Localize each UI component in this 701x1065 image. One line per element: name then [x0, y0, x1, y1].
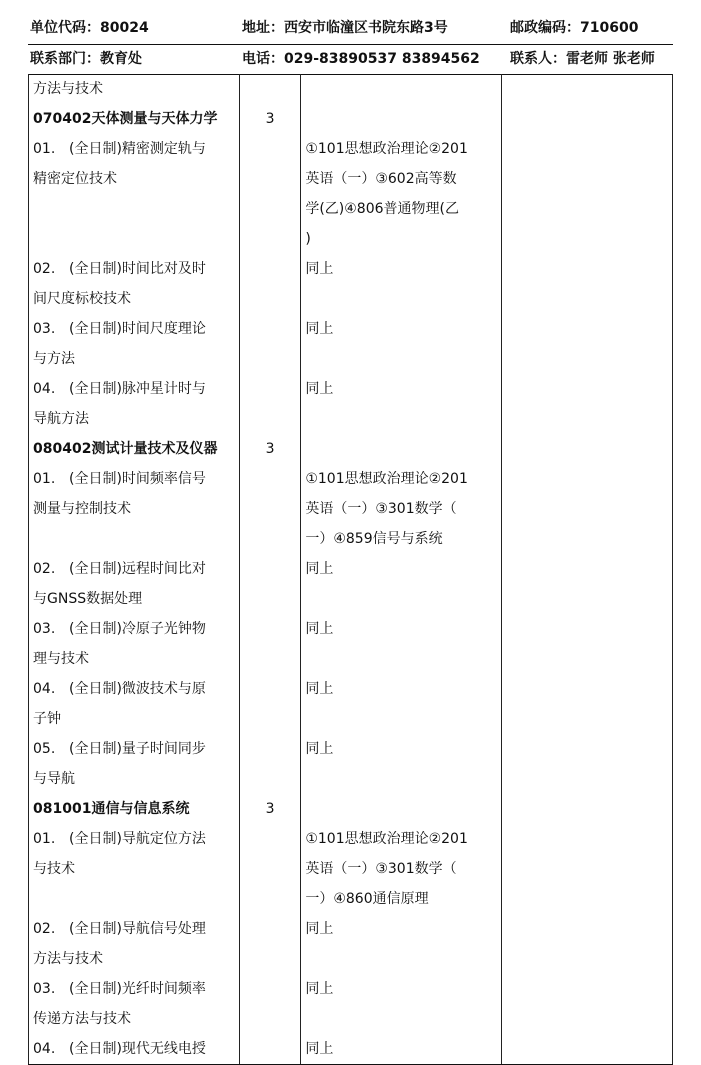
enrollment-count — [239, 224, 300, 254]
exam-subjects: ①101思想政治理论②201 — [301, 134, 502, 164]
remarks-cell — [502, 614, 673, 644]
program-table-body — [29, 74, 673, 1065]
remarks-cell — [502, 884, 673, 914]
table-row — [29, 914, 673, 944]
exam-subjects: 英语（一）③301数学（ — [301, 854, 502, 884]
table-row — [29, 284, 673, 314]
table-row — [29, 584, 673, 614]
enrollment-count — [239, 254, 300, 284]
remarks-cell — [502, 434, 673, 464]
exam-subjects: 同上 — [301, 734, 502, 764]
enrollment-count — [239, 74, 300, 104]
remarks-cell — [502, 1004, 673, 1034]
table-row — [29, 884, 673, 914]
remarks-cell — [502, 194, 673, 224]
enrollment-count — [239, 164, 300, 194]
exam-subjects — [301, 104, 502, 134]
enrollment-count — [239, 764, 300, 794]
direction-name: 导航方法 — [33, 411, 89, 427]
exam-subjects: 同上 — [301, 974, 502, 1004]
exam-subjects: 同上 — [301, 374, 502, 404]
remarks-cell — [502, 824, 673, 854]
program-cell — [29, 374, 240, 404]
direction-name: (全日制)远程时间比对 — [69, 561, 206, 577]
unit-code: 单位代码：80024 — [30, 20, 149, 36]
direction-name: (全日制)时间比对及时 — [69, 261, 206, 277]
major-code-name: 070402天体测量与天体力学 — [33, 111, 218, 127]
enrollment-count — [239, 614, 300, 644]
table-row — [29, 74, 673, 104]
program-cell — [29, 674, 240, 704]
direction-name: (全日制)光纤时间频率 — [69, 981, 206, 997]
program-cell — [29, 554, 240, 584]
contact-department: 联系部门：教育处 — [30, 51, 142, 67]
remarks-cell — [502, 584, 673, 614]
program-cell — [29, 794, 240, 824]
enrollment-count: 3 — [239, 434, 300, 464]
remarks-cell — [502, 314, 673, 344]
enrollment-count — [239, 194, 300, 224]
header-divider — [28, 44, 673, 45]
program-cell — [29, 164, 240, 194]
program-cell — [29, 524, 240, 554]
enrollment-count — [239, 974, 300, 1004]
exam-subjects — [301, 644, 502, 674]
program-cell — [29, 344, 240, 374]
contact-person: 联系人：雷老师 张老师 — [510, 51, 655, 67]
direction-name: 间尺度标校技术 — [33, 291, 131, 307]
enrollment-count — [239, 704, 300, 734]
direction-name: (全日制)导航定位方法 — [69, 831, 206, 847]
enrollment-count — [239, 884, 300, 914]
enrollment-count — [239, 734, 300, 764]
direction-name: (全日制)量子时间同步 — [69, 741, 206, 757]
direction-name: 传递方法与技术 — [33, 1011, 131, 1027]
exam-subjects: 英语（一）③602高等数 — [301, 164, 502, 194]
table-row — [29, 854, 673, 884]
direction-name: 子钟 — [33, 711, 61, 727]
table-row — [29, 134, 673, 164]
program-cell — [29, 404, 240, 434]
program-cell — [29, 194, 240, 224]
enrollment-count: 3 — [239, 794, 300, 824]
remarks-cell — [502, 974, 673, 1004]
direction-number: 05. — [33, 741, 56, 757]
exam-subjects — [301, 284, 502, 314]
exam-subjects: 学(乙)④806普通物理(乙 — [301, 194, 502, 224]
table-row — [29, 524, 673, 554]
enrollment-count — [239, 344, 300, 374]
remarks-cell — [502, 344, 673, 374]
exam-subjects: 同上 — [301, 674, 502, 704]
program-cell — [29, 134, 240, 164]
direction-number: 02. — [33, 261, 56, 277]
table-row — [29, 344, 673, 374]
phone: 电话：029-83890537 83894562 — [242, 51, 480, 67]
remarks-cell — [502, 224, 673, 254]
table-row — [29, 1034, 673, 1065]
direction-number: 01. — [33, 471, 56, 487]
program-cell — [29, 1004, 240, 1034]
direction-name: (全日制)精密测定轨与 — [69, 141, 206, 157]
program-cell — [29, 824, 240, 854]
exam-subjects: ) — [301, 224, 502, 254]
remarks-cell — [502, 854, 673, 884]
direction-name: 与GNSS数据处理 — [33, 591, 143, 607]
table-row — [29, 464, 673, 494]
program-cell — [29, 584, 240, 614]
program-cell — [29, 224, 240, 254]
enrollment-count — [239, 824, 300, 854]
program-cell — [29, 944, 240, 974]
remarks-cell — [502, 524, 673, 554]
direction-name: 测量与控制技术 — [33, 501, 131, 517]
remarks-cell — [502, 104, 673, 134]
program-cell — [29, 434, 240, 464]
table-row — [29, 1004, 673, 1034]
table-row — [29, 314, 673, 344]
major-row — [29, 434, 673, 464]
postcode: 邮政编码：710600 — [510, 20, 639, 36]
direction-name: (全日制)导航信号处理 — [69, 921, 206, 937]
enrollment-count — [239, 494, 300, 524]
exam-subjects: ①101思想政治理论②201 — [301, 464, 502, 494]
enrollment-count — [239, 554, 300, 584]
direction-number: 03. — [33, 321, 56, 337]
enrollment-count — [239, 674, 300, 704]
exam-subjects: 同上 — [301, 914, 502, 944]
enrollment-count — [239, 1004, 300, 1034]
program-cell — [29, 284, 240, 314]
program-cell — [29, 854, 240, 884]
remarks-cell — [502, 284, 673, 314]
remarks-cell — [502, 554, 673, 584]
program-cell — [29, 914, 240, 944]
exam-subjects: 同上 — [301, 254, 502, 284]
direction-name: 与导航 — [33, 771, 75, 787]
exam-subjects: 同上 — [301, 554, 502, 584]
remarks-cell — [502, 734, 673, 764]
enrollment-count — [239, 314, 300, 344]
table-row — [29, 764, 673, 794]
table-row — [29, 494, 673, 524]
remarks-cell — [502, 404, 673, 434]
remarks-cell — [502, 944, 673, 974]
program-cell — [29, 464, 240, 494]
program-cell — [29, 764, 240, 794]
table-row — [29, 224, 673, 254]
enrollment-count — [239, 584, 300, 614]
direction-name: (全日制)脉冲星计时与 — [69, 381, 206, 397]
remarks-cell — [502, 374, 673, 404]
table-row — [29, 704, 673, 734]
direction-number: 02. — [33, 921, 56, 937]
direction-name: (全日制)时间尺度理论 — [69, 321, 206, 337]
enrollment-count — [239, 134, 300, 164]
program-cell — [29, 104, 240, 134]
enrollment-count — [239, 464, 300, 494]
direction-number: 01. — [33, 831, 56, 847]
remarks-cell — [502, 74, 673, 104]
table-row — [29, 674, 673, 704]
major-code-name: 081001通信与信息系统 — [33, 801, 190, 817]
direction-number: 01. — [33, 141, 56, 157]
table-row — [29, 974, 673, 1004]
exam-subjects — [301, 344, 502, 374]
program-cell — [29, 734, 240, 764]
direction-name: 理与技术 — [33, 651, 89, 667]
exam-subjects: 一）④860通信原理 — [301, 884, 502, 914]
remarks-cell — [502, 794, 673, 824]
major-code-name: 080402测试计量技术及仪器 — [33, 441, 218, 457]
direction-number: 04. — [33, 1041, 56, 1057]
direction-name: 方法与技术 — [33, 951, 103, 967]
exam-subjects — [301, 1004, 502, 1034]
direction-name: (全日制)冷原子光钟物 — [69, 621, 206, 637]
table-row — [29, 194, 673, 224]
exam-subjects — [301, 74, 502, 104]
enrollment-count — [239, 914, 300, 944]
direction-name: (全日制)时间频率信号 — [69, 471, 206, 487]
remarks-cell — [502, 134, 673, 164]
table-row — [29, 374, 673, 404]
program-cell — [29, 254, 240, 284]
address: 地址：西安市临潼区书院东路3号 — [242, 20, 448, 36]
direction-number: 04. — [33, 381, 56, 397]
program-cell — [29, 644, 240, 674]
remarks-cell — [502, 704, 673, 734]
document-header — [0, 0, 701, 80]
table-row — [29, 254, 673, 284]
remarks-cell — [502, 644, 673, 674]
enrollment-count — [239, 644, 300, 674]
enrollment-count — [239, 854, 300, 884]
table-row — [29, 164, 673, 194]
exam-subjects — [301, 404, 502, 434]
direction-name: 方法与技术 — [33, 81, 103, 97]
remarks-cell — [502, 1034, 673, 1065]
direction-name: (全日制)现代无线电授 — [69, 1041, 206, 1057]
enrollment-count — [239, 944, 300, 974]
major-row — [29, 104, 673, 134]
program-cell — [29, 974, 240, 1004]
exam-subjects: 同上 — [301, 314, 502, 344]
table-row — [29, 404, 673, 434]
table-row — [29, 944, 673, 974]
remarks-cell — [502, 914, 673, 944]
direction-name: 与技术 — [33, 861, 75, 877]
exam-subjects: 英语（一）③301数学（ — [301, 494, 502, 524]
program-cell — [29, 704, 240, 734]
program-table — [28, 74, 673, 1065]
direction-number: 03. — [33, 621, 56, 637]
remarks-cell — [502, 674, 673, 704]
remarks-cell — [502, 764, 673, 794]
program-cell — [29, 74, 240, 104]
program-cell — [29, 1034, 240, 1065]
table-row — [29, 554, 673, 584]
direction-name: 精密定位技术 — [33, 171, 117, 187]
remarks-cell — [502, 254, 673, 284]
direction-name: (全日制)微波技术与原 — [69, 681, 206, 697]
enrollment-count — [239, 374, 300, 404]
exam-subjects: 同上 — [301, 1034, 502, 1065]
program-cell — [29, 884, 240, 914]
exam-subjects — [301, 764, 502, 794]
program-cell — [29, 314, 240, 344]
table-row — [29, 614, 673, 644]
major-row — [29, 794, 673, 824]
table-row — [29, 824, 673, 854]
remarks-cell — [502, 164, 673, 194]
direction-number: 04. — [33, 681, 56, 697]
exam-subjects: 同上 — [301, 614, 502, 644]
program-cell — [29, 494, 240, 524]
table-row — [29, 734, 673, 764]
table-row — [29, 644, 673, 674]
exam-subjects — [301, 944, 502, 974]
exam-subjects — [301, 434, 502, 464]
direction-name: 与方法 — [33, 351, 75, 367]
enrollment-count — [239, 524, 300, 554]
exam-subjects — [301, 704, 502, 734]
enrollment-count — [239, 284, 300, 314]
exam-subjects — [301, 584, 502, 614]
exam-subjects — [301, 794, 502, 824]
remarks-cell — [502, 464, 673, 494]
program-cell — [29, 614, 240, 644]
remarks-cell — [502, 494, 673, 524]
direction-number: 02. — [33, 561, 56, 577]
enrollment-count — [239, 1034, 300, 1065]
direction-number: 03. — [33, 981, 56, 997]
exam-subjects: 一）④859信号与系统 — [301, 524, 502, 554]
exam-subjects: ①101思想政治理论②201 — [301, 824, 502, 854]
enrollment-count: 3 — [239, 104, 300, 134]
enrollment-count — [239, 404, 300, 434]
